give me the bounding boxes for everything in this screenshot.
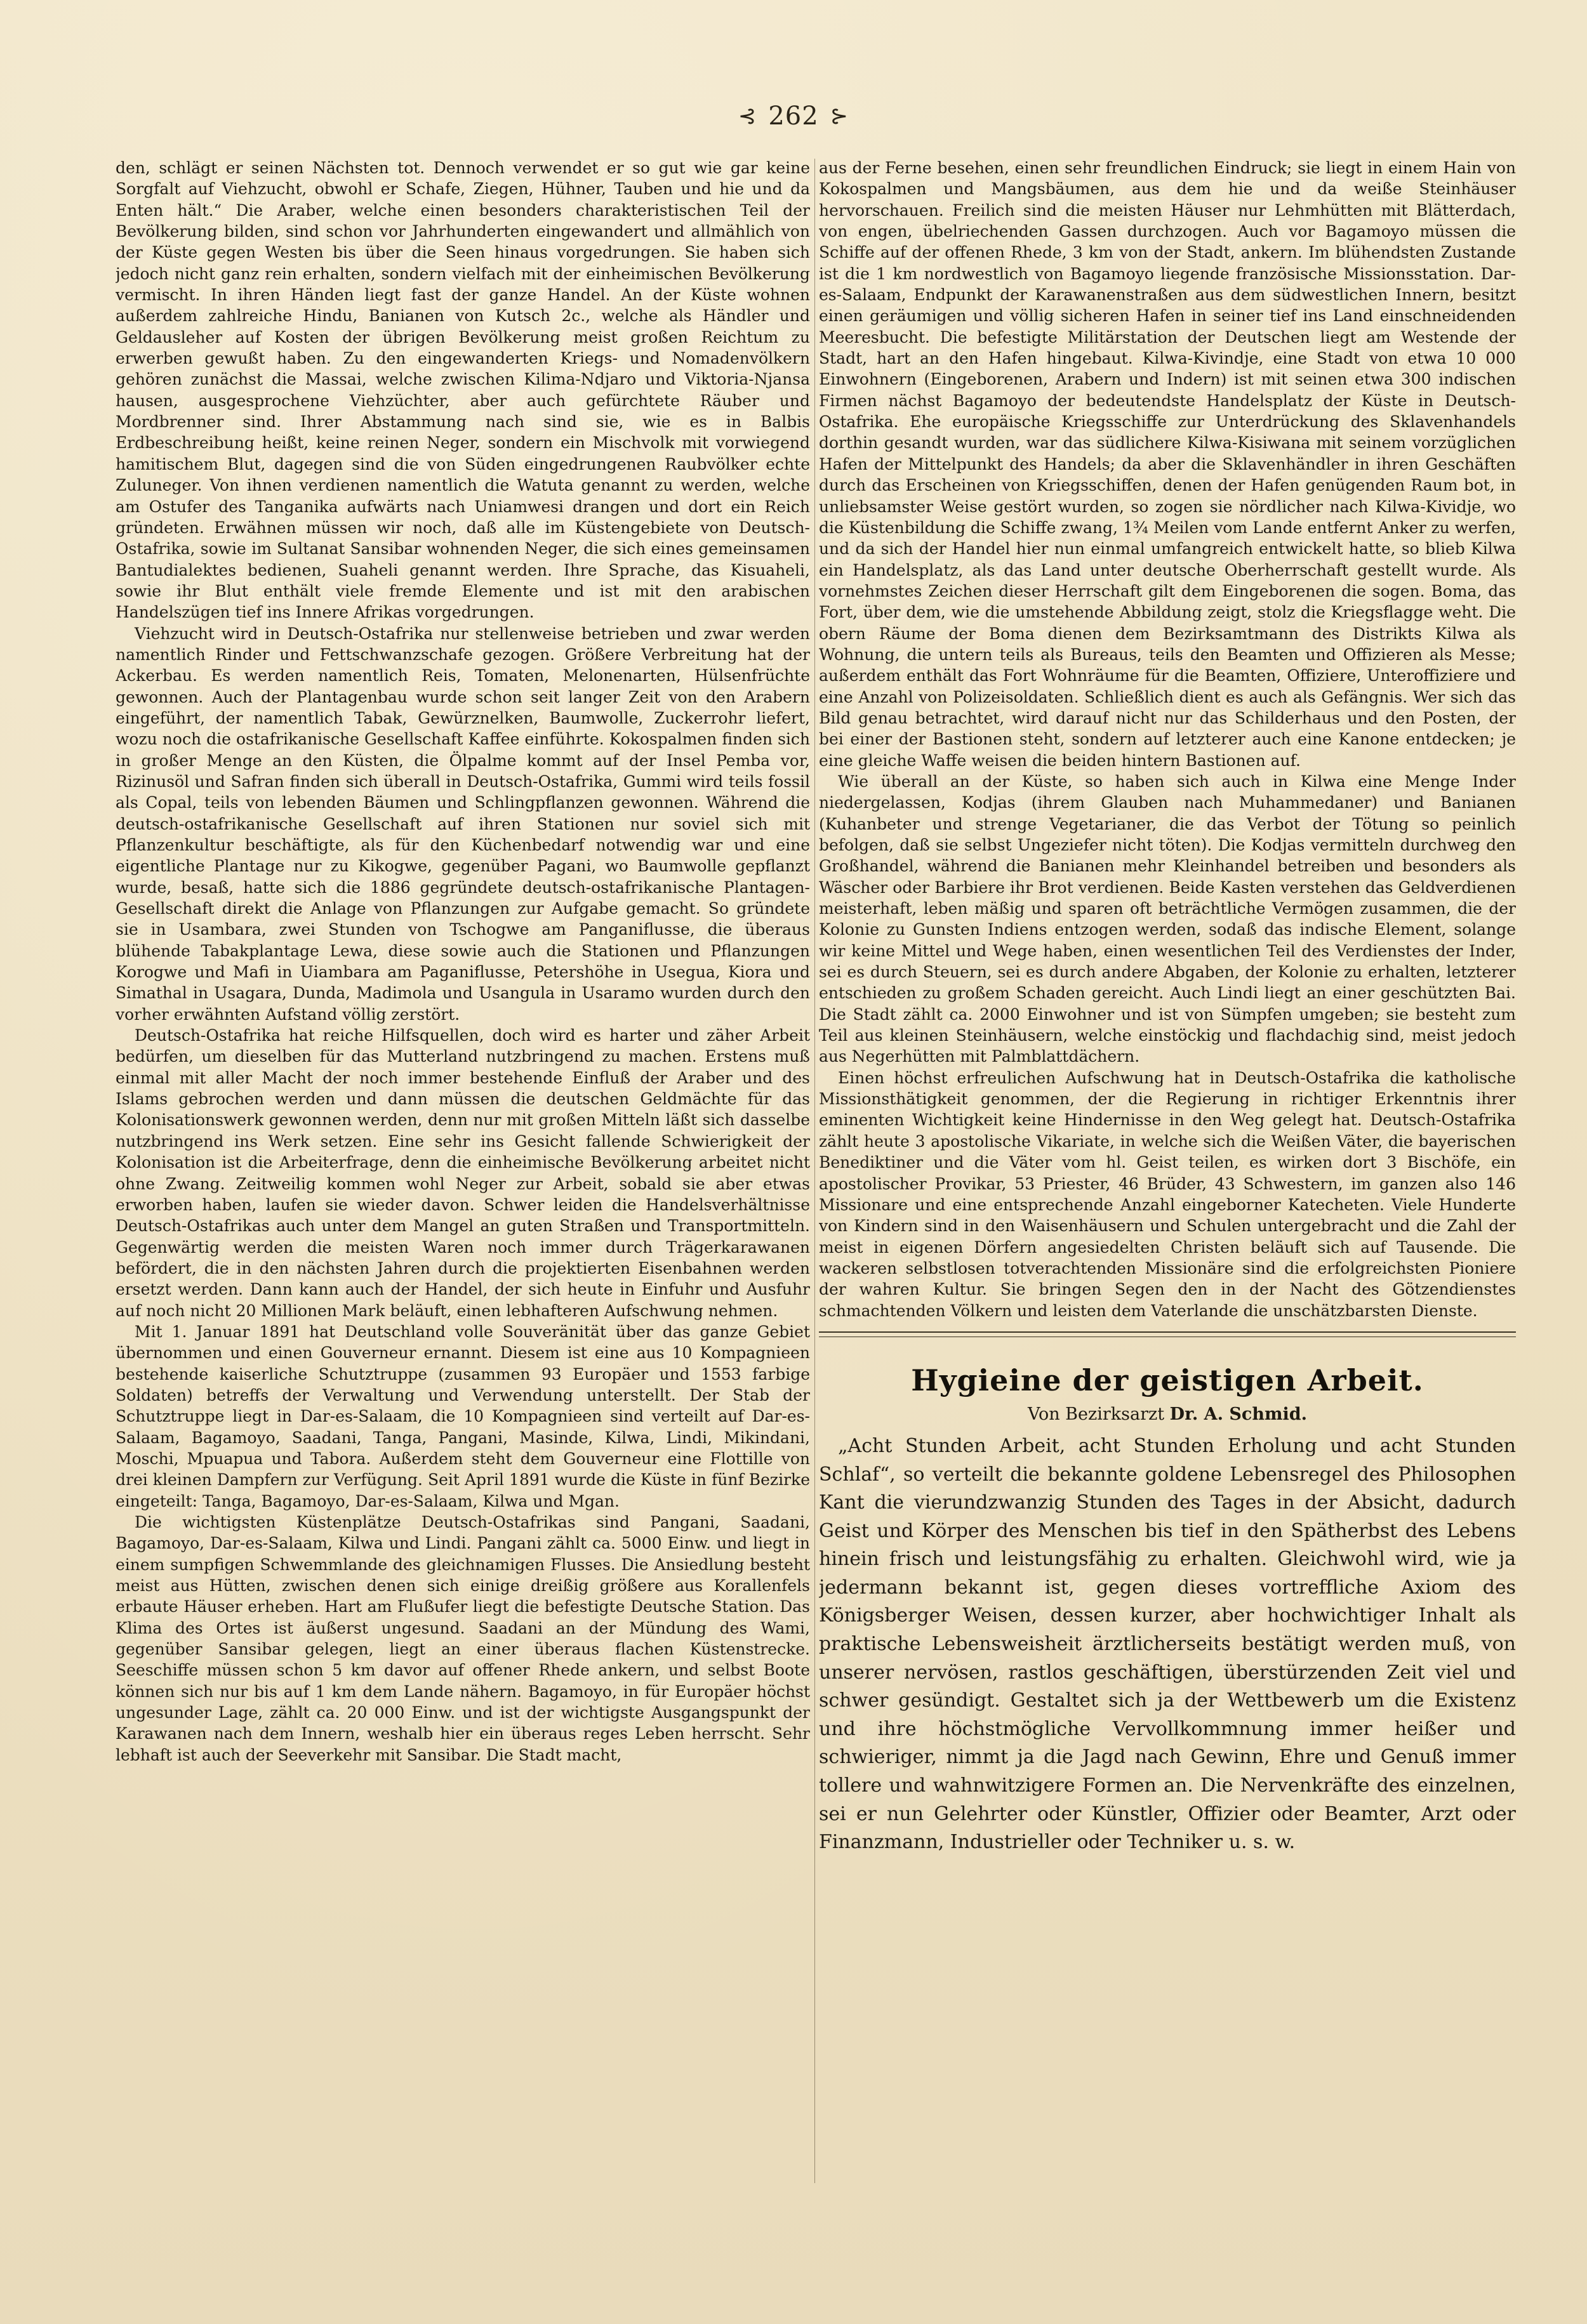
paragraph: Viehzucht wird in Deutsch-Ostafrika nur stellenweise betrieben und zwar werden namentlich Rinder und Fettschwanzschafe gezogen. Größere Verbreitung hat der Ackerbau. Es werden namentlich Reis, Tomaten, Melonenarten, Hülsenfrüchte gewonnen. Auch der Plantagenbau wurde schon seit langer Zeit von den Arabern eingeführt, der namentlich Tabak, Gewürznelken, Baumwolle, Zuckerrohr liefert, wozu noch die ostafrikanische Gesellschaft Kaffee einführte. Kokospalmen finden sich in großer Menge an den Küsten, die Ölpalme kommt auf der Insel Pemba vor, Rizinusöl und Safran finden sich überall in Deutsch-Ostafrika, Gummi wird teils fossil als Copal, teils von lebenden Bäumen und Schlingpflanzen gewonnen. Während die deutsch-ostafrikanische Gesellschaft auf ihren Stationen nur soviel sich mit Pflanzenkultur beschäftigte, als für den Küchenbedarf notwendig war und eine eigentliche Plantage nur zu Kikogwe, gegenüber Pagani, wo Baumwolle gepflanzt wurde, besaß, hatte sich die 1886 gegründete deutsch-ostafrikanische Plantagen-Gesellschaft direkt die Anlage von Pflanzungen zur Aufgabe gemacht. So gründete sie in Usambara, zwei Stunden von Tschogwe am Panganiflusse, die überaus blühende Tabakplantage Lewa, diese sowie auch die Stationen und Pflanzungen Korogwe und Mafi in Uiambara am Paganiflusse, Petershöhe in Usegua, Kiora und Simathal in Usagara, Dunda, Madimola und Usangula in Usaramo wurden durch den vorher erwähnten Aufstand völlig zerstört. [116, 624, 810, 1024]
right-column [819, 157, 1516, 2201]
paragraph: Deutsch-Ostafrika hat reiche Hilfsquellen, doch wird es harter und zäher Arbeit bedürfen, um dieselben für das Mutterland nutzbringend zu machen. Erstens muß einmal mit aller Macht der noch immer bestehende Einfluß der Araber und des Islams gebrochen werden und dann müssen die deutschen Geldmächte für das Kolonisationswerk gewonnen werden, denn nur mit großen Mitteln läßt sich dasselbe nutzbringend ins Werk setzen. Eine sehr ins Gesicht fallende Schwierigkeit der Kolonisation ist die Arbeiterfrage, denn die einheimische Bevölkerung arbeitet nicht ohne Zwang. Zeitweilig kommen wohl Neger zur Arbeit, sobald sie aber etwas erworben haben, laufen sie wieder davon. Schwer leiden die Handelsverhältnisse Deutsch-Ostafrikas auch unter dem Mangel an guten Straßen und Transportmitteln. Gegenwärtig werden die meisten Waren noch immer durch Trägerkarawanen befördert, die in den nächsten Jahren durch die projektierten Eisenbahnen werden ersetzt werden. Dann kann auch der Handel, der sich heute in Einfuhr und Ausfuhr auf noch nicht 20 Millionen Mark beläuft, einen lebhafteren Aufschwung nehmen. [116, 1026, 810, 1320]
paragraph: Einen höchst erfreulichen Aufschwung hat in Deutsch-Ostafrika die katholische Missionsthätigkeit genommen, der die Regierung in richtiger Erkenntnis ihrer eminenten Wichtigkeit keine Hindernisse in den Weg gelegt hat. Deutsch-Ostafrika zählt heute 3 apostolische Vikariate, in welche sich die Weißen Väter, die bayerischen Benediktiner und die Väter vom hl. Geist teilen, es wirken dort 3 Bischöfe, ein apostolischer Provikar, 53 Priester, 46 Brüder, 43 Schwestern, im ganzen also 146 Missionare und eine entsprechende Anzahl eingeborner Katecheten. Viele Hunderte von Kindern sind in den Waisenhäusern und Schulen untergebracht und die Zahl der meist in eigenen Dörfern angesiedelten Christen beläuft sich auf Tausende. Die wackeren selbstlosen totverachtenden Missionäre sind die erfolgreichsten Pioniere der wahren Kultur. Sie bringen Segen den in der Nacht des Götzendienstes schmachtenden Völkern und leisten dem Vaterlande die unschätzbarsten Dienste. [819, 1068, 1516, 1320]
paragraph: Wie überall an der Küste, so haben sich auch in Kilwa eine Menge Inder niedergelassen, Kodjas (ihrem Glauben nach Muhammedaner) und Banianen (Kuhanbeter und strenge Vegetarianer, die das Verbot der Tötung so peinlich befolgen, daß sie selbst Ungeziefer nicht töten). Die Kodjas vermitteln durchweg den Großhandel, während die Banianen mehr Kleinhandel betreiben und besonders als Wäscher oder Barbiere ihr Brot verdienen. Beide Kasten verstehen das Geldverdienen meisterhaft, leben mäßig und sparen oft beträchtliche Vermögen zusammen, die der Kolonie zu Gunsten Indiens entzogen werden, sodaß das indische Element, solange wir keine Mittel und Wege haben, einen wesentlichen Teil des Verdienstes der Inder, sei es durch Steuern, sei es durch andere Abgaben, der Kolonie zu erhalten, letzterer entschieden zu großem Schaden gereicht. Auch Lindi liegt an einer geschützten Bai. Die Stadt zählt ca. 2000 Einwohner und ist von Sümpfen umgeben; sie besteht zum Teil aus kleinen Steinhäusern, welche einstöckig und flachdachig sind, meist jedoch aus Negerhütten mit Palmblattdächern. [819, 772, 1516, 1066]
paragraph: aus der Ferne besehen, einen sehr freundlichen Eindruck; sie liegt in einem Hain von Kokospalmen und Mangsbäumen, aus dem hie und da weiße Steinhäuser hervorschauen. Freilich sind die meisten Häuser nur Lehmhütten mit Blätterdach, von engen, übelriechenden Gassen durchzogen. Auch vor Bagamoyo müssen die Schiffe auf der offenen Rhede, 3 km von der Stadt, ankern. Im blühendsten Zustande ist die 1 km nordwestlich von Bagamoyo liegende französische Missionsstation. Dar-es-Salaam, Endpunkt der Karawanenstraßen aus dem südwestlichen Innern, besitzt einen geräumigen und völlig sicheren Hafen in seiner tief ins Land einschneidenden Meeresbucht. Die befestigte Militärstation der Deutschen liegt am Westende der Stadt, hart an den Hafen hingebaut. Kilwa-Kivindje, eine Stadt von etwa 10 000 Einwohnern (Eingeborenen, Arabern und Indern) ist mit seinen etwa 300 indischen Firmen nächst Bagamoyo der bedeutendste Handelsplatz der Küste in Deutsch-Ostafrika. Ehe europäische Kriegsschiffe zur Unterdrückung des Sklavenhandels dorthin gesandt wurden, war das südlichere Kilwa-Kisiwana mit seinem vorzüglichen Hafen der Mittelpunkt des Handels; da aber die Sklavenhändler in ihren Geschäften durch das Erscheinen von Kriegsschiffen, denen der Hafen genügenden Raum bot, in unliebsamster Weise gestört wurden, so zogen sie nördlicher nach Kilwa-Kividje, wo die Küstenbildung die Schiffe zwang, 1¾ Meilen vom Lande entfernt Anker zu werfen, und da sich der Handel hier nun einmal umfangreich entwickelt hatte, so blieb Kilwa ein Handelsplatz, als das Land unter deutsche Oberherrschaft gestellt wurde. Als vornehmstes Zeichen dieser Herrschaft gilt dem Eingeborenen die sogen. Boma, das Fort, über dem, wie die umstehende Abbildung zeigt, stolz die Kriegsflagge weht. Die obern Räume der Boma dienen dem Bezirksamtmann des Distrikts Kilwa als Wohnung, die untern teils als Bureaus, teils den Beamten und Offizieren als Messe; außerdem enthält das Fort Wohnräume für die Beamten, Offiziere, Unteroffiziere und eine Anzahl von Polizeisoldaten. Schließlich dient es auch als Gefängnis. Wer sich das Bild genau betrachtet, wird darauf nicht nur das Schilderhaus und den Posten, der bei einer der Bastionen steht, sondern auf letzterer auch eine Kanone entdecken; je eine gleiche Waffe weisen die beiden hintern Bastionen auf. [819, 159, 1516, 770]
paragraph: Die wichtigsten Küstenplätze Deutsch-Ostafrikas sind Pangani, Saadani, Bagamoyo, Dar-es-Salaam, Kilwa und Lindi. Pangani zählt ca. 5000 Einw. und liegt in einem sumpfigen Schwemmlande des gleichnamigen Flusses. Die Ansiedlung besteht meist aus Hütten, zwischen denen sich einige dreißig größere aus Korallenfels erbaute Häuser erheben. Hart am Flußufer liegt die befestigte Deutsche Station. Das Klima des Ortes ist äußerst ungesund. Saadani an der Mündung des Wami, gegenüber Sansibar gelegen, liegt an einer überaus flachen Küstenstrecke. Seeschiffe müssen schon 5 km davor auf offener Rhede ankern, und selbst Boote können sich nur bis auf 1 km dem Lande nähern. Bagamoyo, in für Europäer höchst ungesunder Lage, zählt ca. 20 000 Einw. und ist der wichtigste Ausgangspunkt der Karawanen nach dem Innern, weshalb hier ein überaus reges Leben herrscht. Sehr lebhaft ist auch der Seeverkehr mit Sansibar. Die Stadt macht, [116, 1513, 810, 1764]
ornament-left-icon: ⊰ [738, 103, 757, 129]
byline-prefix: Von Bezirksarzt [1027, 1404, 1165, 1424]
ornament-right-icon: ⊱ [830, 103, 849, 129]
left-column [116, 157, 810, 2201]
page-header [0, 102, 1587, 131]
paragraph: „Acht Stunden Arbeit, acht Stunden Erholung und acht Stunden Schlaf“, so verteilt die bekannte goldene Lebensregel des Philosophen Kant die vierundzwanzig Stunden des Tages in der Absicht, dadurch Geist und Körper des Menschen bis tief in den Spätherbst des Lebens hinein frisch und leistungsfähig zu erhalten. Gleichwohl wird, wie ja jedermann bekannt ist, gegen dieses vortreffliche Axiom des Königsberger Weisen, dessen kurzer, aber hochwichtiger Inhalt als praktische Lebensweisheit ärztlicherseits bestätigt werden muß, von unserer nervösen, rastlos geschäftigen, überstürzenden Zeit viel und schwer gesündigt. Gestaltet sich ja der Wettbewerb um die Existenz und ihre höchstmögliche Vervollkommnung immer heißer und schwieriger, nimmt ja die Jagd nach Gewinn, Ehre und Genuß immer tollere und wahnwitzigere Formen an. Die Nervenkräfte des einzelnen, sei er nun Gelehrter oder Künstler, Offizier oder Beamter, Arzt oder Finanzmann, Industrieller oder Techniker u. s. w. [819, 1434, 1516, 1854]
article-title: Hygieine der geistigen Arbeit. [911, 1363, 1424, 1397]
paragraph: Mit 1. Januar 1891 hat Deutschland volle Souveränität über das ganze Gebiet übernommen und einen Gouverneur ernannt. Diesem ist eine aus 10 Kompagnieen bestehende kaiserliche Schutztruppe (zusammen 93 Europäer und 1553 farbige Soldaten) betreffs der Verwaltung und Verwendung unterstellt. Der Stab der Schutztruppe liegt in Dar-es-Salaam, die 10 Kompagnieen sind verteilt auf Dar-es-Salaam, Bagamoyo, Saadani, Tanga, Pangani, Masinde, Kilwa, Lindi, Mikindani, Moschi, Mpuapua und Tabora. Außerdem steht dem Gouverneur eine Flottille von drei kleinen Dampfern zur Verfügung. Seit April 1891 wurde die Küste in fünf Bezirke eingeteilt: Tanga, Bagamoyo, Dar-es-Salaam, Kilwa und Mgan. [116, 1322, 810, 1510]
section-separator [819, 1331, 1516, 1337]
paragraph: den, schlägt er seinen Nächsten tot. Dennoch verwendet er so gut wie gar keine Sorgfalt auf Viehzucht, obwohl er Schafe, Ziegen, Hühner, Tauben und hie und da Enten hält.“ Die Araber, welche einen besonders charakteristischen Teil der Bevölkerung bilden, sind schon vor Jahrhunderten eingewandert und allmählich von der Küste gegen Westen bis über die Seen hinaus vorgedrungen. Sie haben sich jedoch nicht ganz rein erhalten, sondern vielfach mit der einheimischen Bevölkerung vermischt. In ihren Händen liegt fast der ganze Handel. An der Küste wohnen außerdem zahlreiche Hindu, Banianen von Kutsch 2c., welche als Händler und Geldausleher auf Kosten der übrigen Bevölkerung meist großen Reichtum zu erwerben gewußt haben. Zu den eingewanderten Kriegs- und Nomadenvölkern gehören zunächst die Massai, welche zwischen Kilima-Ndjaro und Viktoria-Njansa hausen, ausgesprochene Viehzüchter, aber auch gefürchtete Räuber und Mordbrenner sind. Ihrer Abstammung nach sind sie, wie es in Balbis Erdbeschreibung heißt, keine reinen Neger, sondern ein Mischvolk mit vorwiegend hamitischem Blut, dagegen sind die von Süden eingedrungenen Raubvölker echte Zuluneger. Von ihnen verdienen namentlich die Watuta genannt zu werden, welche am Ostufer des Tanganika aufwärts nach Uniamwesi drangen und dort ein Reich gründeten. Erwähnen müssen wir noch, daß alle im Küstengebiete von Deutsch-Ostafrika, sowie im Sultanat Sansibar wohnenden Neger, die sich eines gemeinsamen Bantudialektes bedienen, Suaheli genannt werden. Ihre Sprache, das Kisuaheli, sowie ihr Blut enthält viele fremde Elemente und ist mit den arabischen Handelszügen tief ins Innere Afrikas vorgedrungen. [116, 159, 810, 622]
article-byline [819, 1403, 1516, 1426]
byline-author: Dr. A. Schmid. [1169, 1404, 1308, 1424]
column-divider [814, 159, 815, 2183]
page-number: 262 [768, 102, 819, 131]
article-body [819, 1432, 1516, 1857]
